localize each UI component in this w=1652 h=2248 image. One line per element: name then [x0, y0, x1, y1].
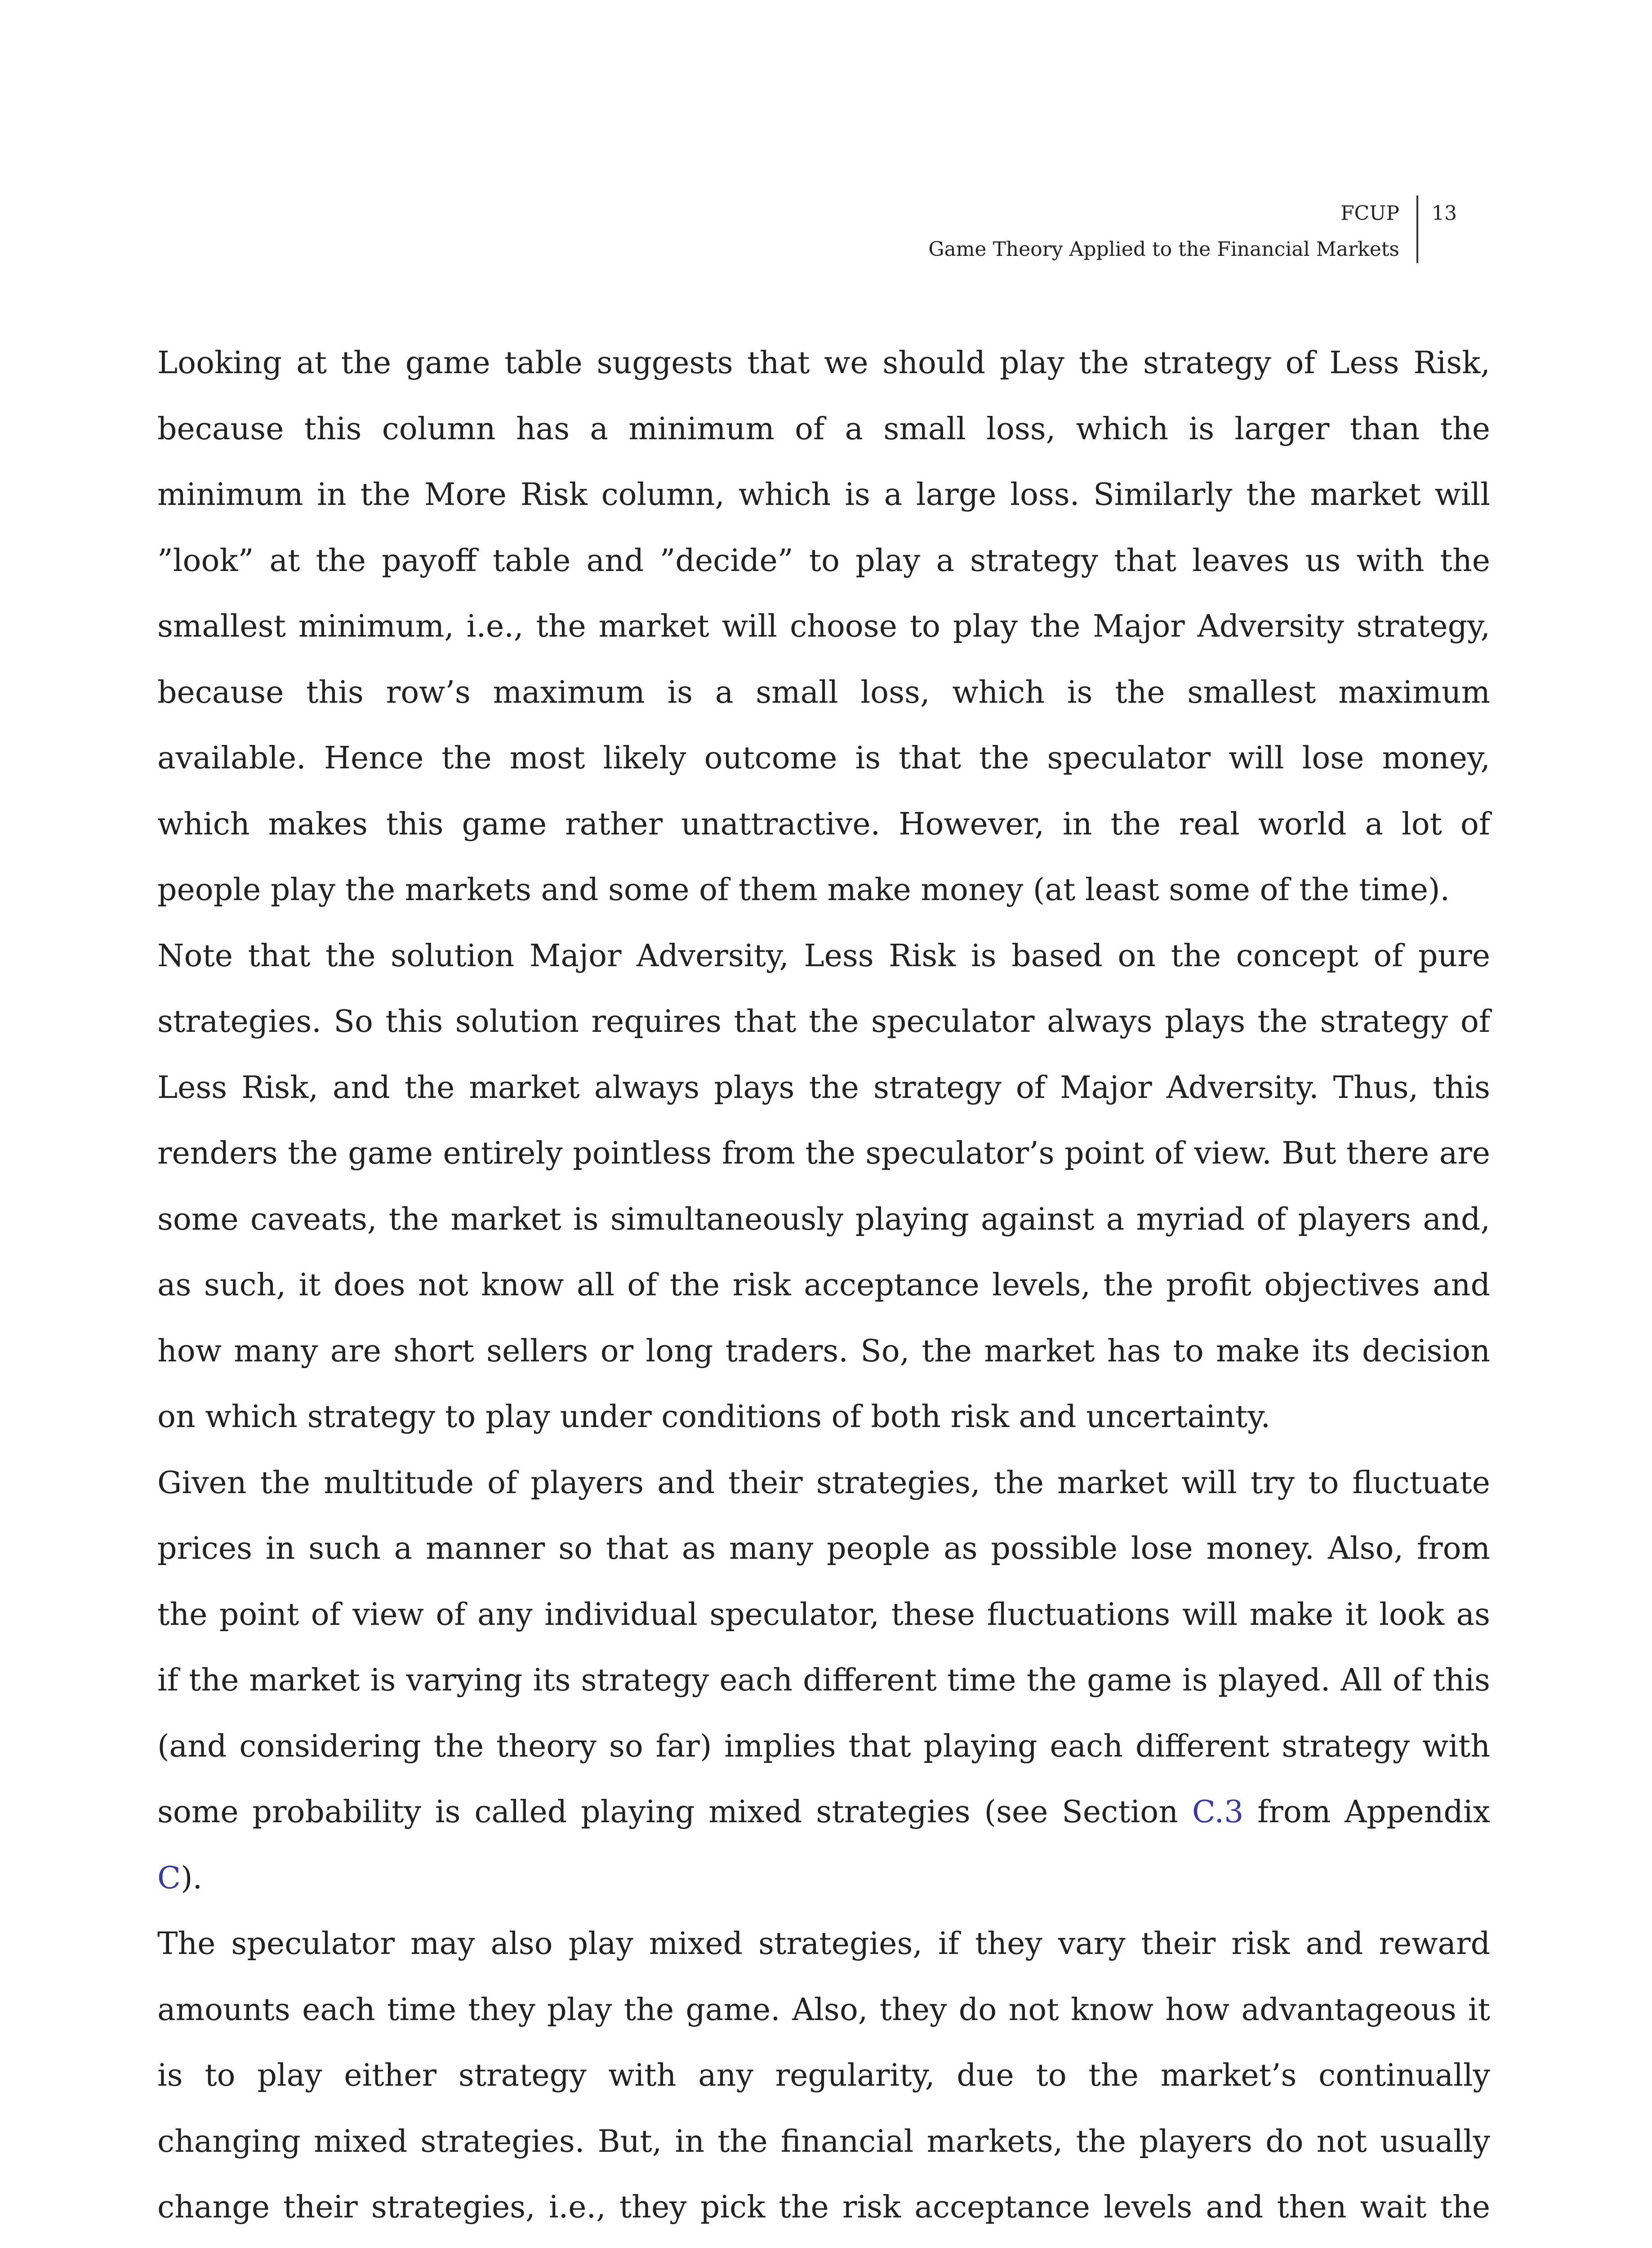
page-number: 13 [1432, 202, 1457, 225]
paragraph-text: from Appendix [1243, 1794, 1491, 1830]
paragraph [157, 1450, 1490, 1912]
running-header [928, 196, 1470, 263]
header-institution: FCUP [1340, 202, 1399, 225]
paragraph: Looking at the game table suggests that we should play the strategy of Less Risk, because this column has a minimum of a small loss, which is larger than the minimum in the More Risk column, which is a large loss. Similarly the market will ”look” at the payoff table and ”decide” to play a strategy that leaves us with the smallest minimum, i.e., the market will choose to play the Major Adversity strategy, because this row’s maximum is a small loss, which is the smallest maximum available. Hence the most likely outcome is that the speculator will lose money, which makes this game rather unattractive. However, in the real world a lot of people play the markets and some of them make money (at least some of the time). [157, 345, 1490, 908]
paragraph-text: Given the multitude of players and their strategies, the market will try to fluctuate prices in such a manner so that as many people as possible lose money. Also, from the point of view of any individual speculator, these fluctuations will make it look as if the market is varying its strategy each different time the game is played. All of this (and considering the theory so far) implies that playing each different strategy with some probability is called playing mixed strategies (see Section [157, 1465, 1490, 1830]
body-text [157, 330, 1490, 2248]
paragraph-text: ). [181, 1860, 203, 1896]
header-title: Game Theory Applied to the Financial Markets [928, 238, 1399, 261]
paragraph: The speculator may also play mixed strategies, if they vary their risk and reward amounts each time they play the game. Also, they do not know how advantageous it is to play either strategy with any regularity, due to the market’s continually changing mixed strategies. But, in the financial markets, the players do not usually change their strategies, i.e., they pick the risk acceptance levels and then wait the [157, 1926, 1490, 2225]
section-link[interactable]: C.3 [1192, 1794, 1244, 1830]
appendix-link[interactable]: C [157, 1860, 181, 1896]
paragraph: Note that the solution Major Adversity, Less Risk is based on the concept of pure strategies. So this solution requires that the speculator always plays the strategy of Less Risk, and the market always plays the strategy of Major Adversity. Thus, this renders the game entirely pointless from the speculator’s point of view. But there are some caveats, the market is simultaneously playing against a myriad of players and, as such, it does not know all of the risk acceptance levels, the profit objectives and how many are short sellers or long traders. So, the market has to make its decision on which strategy to play under conditions of both risk and uncertainty. [157, 938, 1490, 1435]
header-titles [928, 196, 1418, 263]
